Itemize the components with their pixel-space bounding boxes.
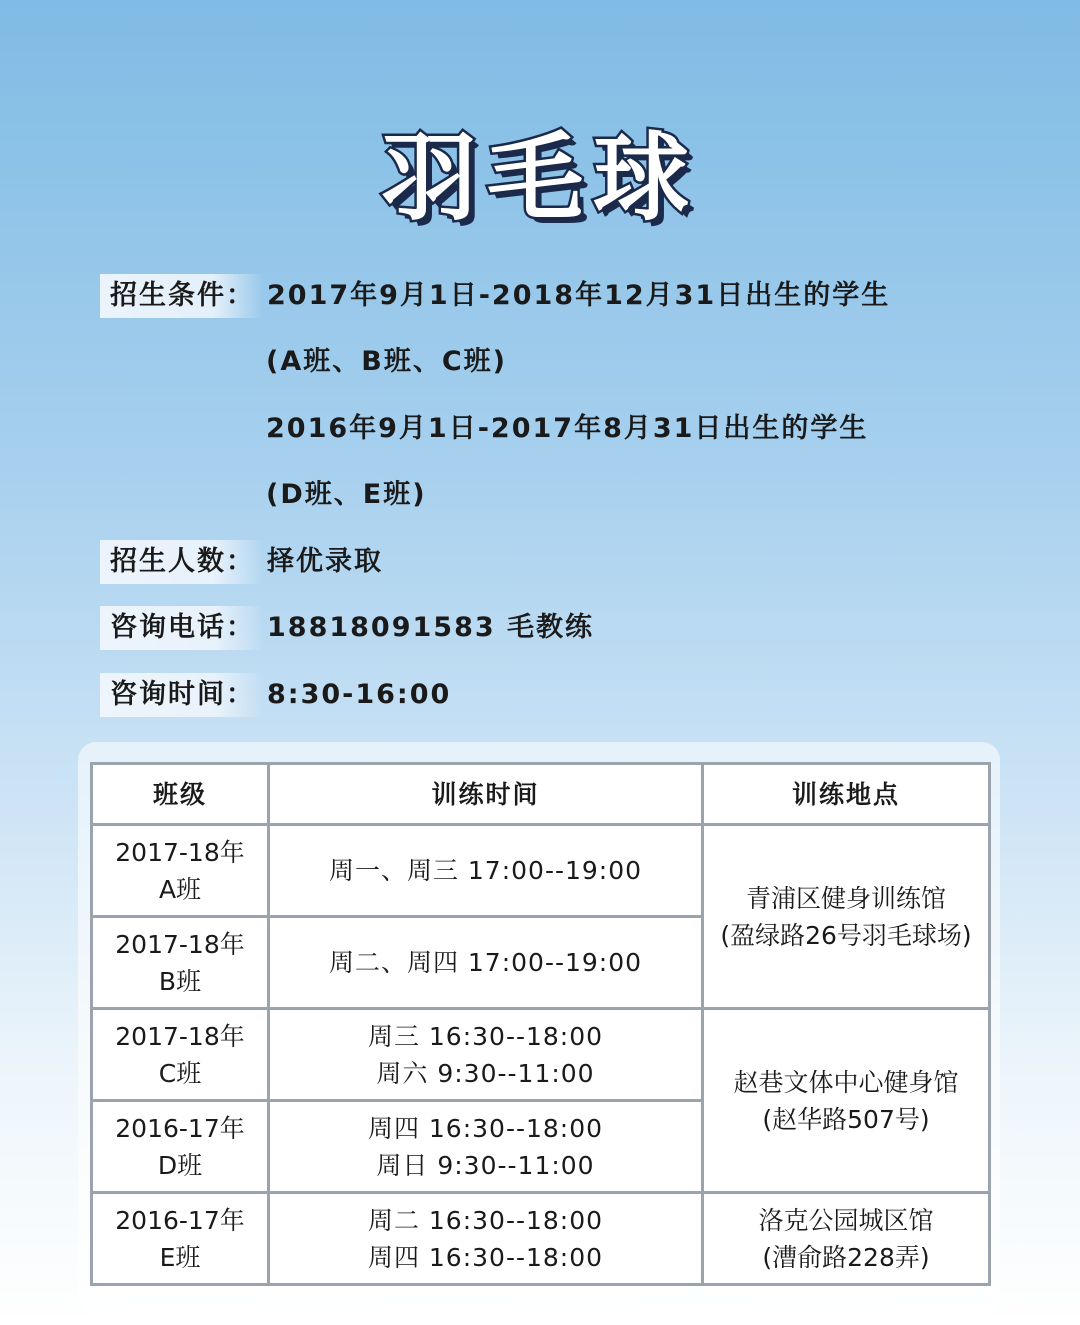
class-year: 2016-17年 xyxy=(115,1113,245,1143)
class-cell xyxy=(92,917,269,1009)
location-address: (赵华路507号) xyxy=(762,1104,930,1134)
class-cell xyxy=(92,1101,269,1193)
location-name: 洛克公园城区馆 xyxy=(758,1205,934,1235)
header-time: 训练时间 xyxy=(269,764,703,825)
conditions-line-2-row xyxy=(262,340,507,384)
class-cell xyxy=(92,825,269,917)
hours-row xyxy=(100,673,451,717)
time-line-1: 周二 16:30--18:00 xyxy=(367,1205,604,1235)
phone-value: 18818091583 毛教练 xyxy=(267,612,595,643)
conditions-line-4: (D班、E班) xyxy=(266,479,427,510)
hours-label: 咨询时间： xyxy=(100,673,263,717)
location-address: (盈绿路26号羽毛球场) xyxy=(720,920,972,950)
count-label: 招生人数： xyxy=(100,540,263,584)
table-header-row xyxy=(92,764,990,825)
class-year: 2017-18年 xyxy=(115,1021,245,1051)
class-year: 2016-17年 xyxy=(115,1205,245,1235)
table-row xyxy=(92,1009,990,1101)
location-cell xyxy=(703,1193,990,1285)
conditions-line-3-row xyxy=(262,407,868,451)
table-row xyxy=(92,1193,990,1285)
time-line-1: 周二、周四 17:00--19:00 xyxy=(328,948,643,977)
class-year: 2017-18年 xyxy=(115,929,245,959)
time-line-2: 周四 16:30--18:00 xyxy=(367,1242,604,1272)
phone-row xyxy=(100,606,594,650)
class-year: 2017-18年 xyxy=(115,837,245,867)
count-row xyxy=(100,540,383,584)
class-name: C班 xyxy=(158,1058,202,1088)
class-name: B班 xyxy=(158,966,202,996)
time-line-1: 周三 16:30--18:00 xyxy=(367,1021,604,1051)
time-cell xyxy=(269,1193,703,1285)
time-cell xyxy=(269,1101,703,1193)
conditions-row xyxy=(100,274,890,318)
location-cell xyxy=(703,825,990,1009)
class-name: A班 xyxy=(158,874,202,904)
time-line-2: 周六 9:30--11:00 xyxy=(376,1058,595,1088)
time-cell xyxy=(269,917,703,1009)
time-cell xyxy=(269,825,703,917)
time-line-1: 周一、周三 17:00--19:00 xyxy=(328,856,643,885)
header-location: 训练地点 xyxy=(703,764,990,825)
location-name: 赵巷文体中心健身馆 xyxy=(733,1067,959,1097)
header-class: 班级 xyxy=(92,764,269,825)
conditions-label: 招生条件： xyxy=(100,274,263,318)
conditions-line-4-row xyxy=(262,473,427,517)
conditions-line-3: 2016年9月1日-2017年8月31日出生的学生 xyxy=(266,413,869,444)
table-row xyxy=(92,825,990,917)
phone-label: 咨询电话： xyxy=(100,606,263,650)
class-cell xyxy=(92,1009,269,1101)
location-address: (漕俞路228弄) xyxy=(762,1242,930,1272)
conditions-line-2: (A班、B班、C班) xyxy=(266,346,507,377)
schedule-table xyxy=(90,762,991,1286)
time-cell xyxy=(269,1009,703,1101)
class-cell xyxy=(92,1193,269,1285)
location-cell xyxy=(703,1009,990,1193)
class-name: E班 xyxy=(159,1242,201,1272)
time-line-2: 周日 9:30--11:00 xyxy=(376,1150,595,1180)
conditions-line-1: 2017年9月1日-2018年12月31日出生的学生 xyxy=(267,280,891,311)
count-value: 择优录取 xyxy=(267,546,383,577)
location-name: 青浦区健身训练馆 xyxy=(745,883,946,913)
hours-value: 8:30-16:00 xyxy=(267,679,452,710)
page-title: 羽毛球 xyxy=(381,122,699,234)
class-name: D班 xyxy=(157,1150,203,1180)
time-line-1: 周四 16:30--18:00 xyxy=(367,1113,604,1143)
